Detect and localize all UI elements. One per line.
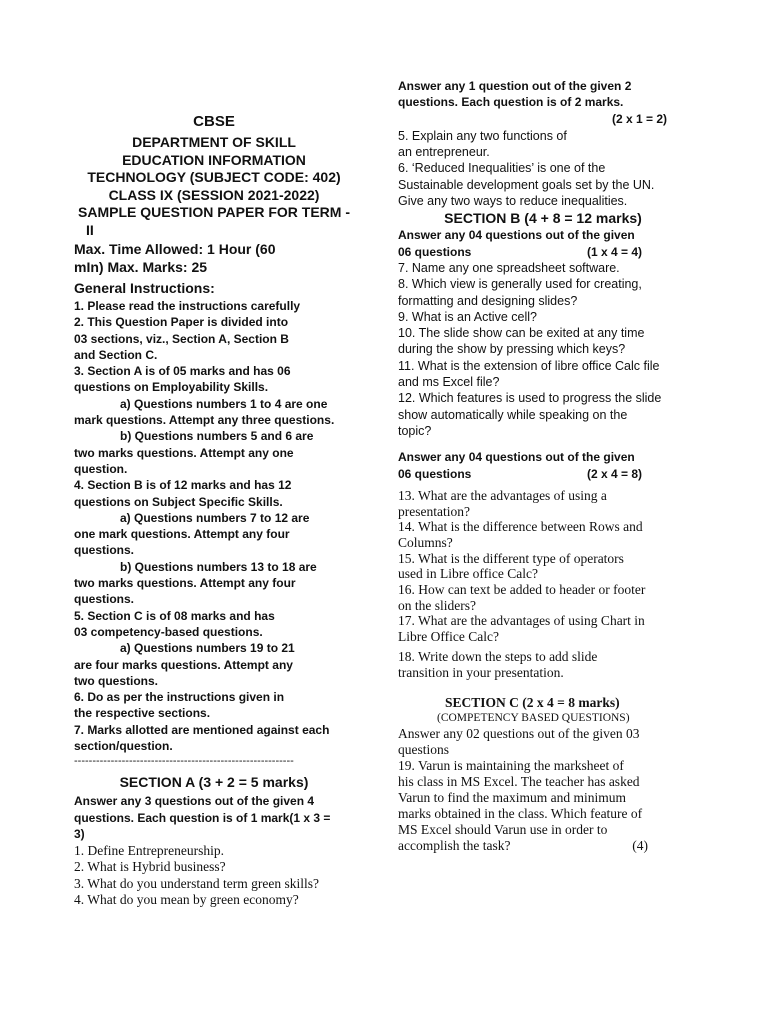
- section-a-questions: [74, 843, 354, 908]
- instruction-line: 03 sections, viz., Section A, Section B: [74, 331, 289, 346]
- section-a-part2-instructions: [398, 78, 688, 127]
- instruction-line: two questions.: [74, 673, 158, 688]
- instruction-text: 06 questions: [398, 244, 472, 259]
- instruction-line: [398, 466, 642, 482]
- question-line: [398, 838, 648, 854]
- instruction-line: questions on Subject Specific Skills.: [74, 494, 283, 509]
- dept-line: TECHNOLOGY (SUBJECT CODE: 402): [87, 169, 341, 185]
- section-b-instructions-2: [398, 449, 688, 482]
- question-line: 5. Explain any two functions of: [398, 128, 567, 143]
- right-column: [398, 0, 688, 854]
- question-19: [398, 758, 688, 854]
- section-c-subtitle: (COMPETENCY BASED QUESTIONS): [437, 711, 630, 724]
- instruction-line: questions. Each question is of 1 mark(1 x 3 =: [74, 810, 331, 825]
- question-line: 10. The slide show can be exited at any time: [398, 326, 645, 341]
- instruction-line: questions. Each question is of 2 marks.: [398, 95, 624, 110]
- question-line: 1. Define Entrepreneurship.: [74, 843, 224, 859]
- marks-label: (2 x 1 = 2): [612, 111, 668, 126]
- question-line: MS Excel should Varun use in order to: [398, 821, 608, 837]
- instruction-line: b) Questions numbers 13 to 18 are: [120, 559, 317, 574]
- instruction-line: 3): [74, 826, 85, 841]
- question-18: [398, 649, 688, 682]
- question-text: accomplish the task?: [398, 837, 511, 853]
- question-line: show automatically while speaking on the: [398, 407, 628, 422]
- marks-label: (2 x 4 = 8): [586, 466, 642, 481]
- instructions-title: General Instructions:: [74, 280, 215, 296]
- instruction-line: and Section C.: [74, 347, 158, 362]
- instruction-line: 2. This Question Paper is divided into: [74, 315, 289, 330]
- question-line: transition in your presentation.: [398, 665, 564, 681]
- instruction-line: 03 competency-based questions.: [74, 624, 263, 639]
- question-line: 9. What is an Active cell?: [398, 309, 537, 324]
- max-time-line: Max. Time Allowed: 1 Hour (60: [74, 241, 276, 257]
- question-line: used in Libre office Calc?: [398, 566, 538, 582]
- section-c-instructions: [398, 726, 688, 758]
- question-line: Libre Office Calc?: [398, 629, 499, 645]
- instruction-line: Answer any 3 questions out of the given 4: [74, 794, 315, 809]
- question-line: his class in MS Excel. The teacher has asked: [398, 773, 640, 789]
- instruction-line: 4. Section B is of 12 marks and has 12: [74, 478, 292, 493]
- instructions-list: [74, 298, 354, 754]
- question-line: 15. What is the different type of operators: [398, 550, 624, 566]
- instruction-line: question.: [74, 461, 128, 476]
- question-line: 4. What do you mean by green economy?: [74, 891, 299, 907]
- dept-line: DEPARTMENT OF SKILL: [132, 134, 296, 150]
- question-line: 11. What is the extension of libre office Calc file: [398, 358, 660, 373]
- instruction-line: questions.: [74, 543, 135, 558]
- section-c-title: SECTION C (2 x 4 = 8 marks): [445, 694, 620, 710]
- instruction-line: one mark questions. Attempt any four: [74, 527, 290, 542]
- instruction-line: [398, 244, 642, 260]
- instruction-line: questions.: [74, 592, 135, 607]
- question-line: during the show by pressing which keys?: [398, 342, 626, 357]
- question-line: presentation?: [398, 503, 470, 519]
- question-line: 19. Varun is maintaining the marksheet of: [398, 757, 624, 773]
- question-line: Give any two ways to reduce inequalities.: [398, 194, 628, 209]
- question-line: 16. How can text be added to header or footer: [398, 582, 646, 598]
- section-a-title: SECTION A (3 + 2 = 5 marks): [119, 774, 309, 791]
- instruction-line: b) Questions numbers 5 and 6 are: [120, 429, 314, 444]
- board-title: CBSE: [193, 113, 235, 130]
- instruction-line: Answer any 04 questions out of the given: [398, 450, 635, 465]
- question-line: Varun to find the maximum and minimum: [398, 789, 626, 805]
- instruction-line: 6. Do as per the instructions given in: [74, 690, 285, 705]
- question-line: 14. What is the difference between Rows and: [398, 519, 643, 535]
- question-line: on the sliders?: [398, 597, 476, 613]
- question-line: 6. ‘Reduced Inequalities’ is one of the: [398, 161, 606, 176]
- dept-line: EDUCATION INFORMATION: [122, 151, 306, 168]
- department-heading: [74, 134, 354, 239]
- question-line: Sustainable development goals set by the UN.: [398, 177, 655, 192]
- question-line: marks obtained in the class. Which feature of: [398, 805, 643, 821]
- question-line: 13. What are the advantages of using a: [398, 487, 607, 503]
- max-marks-line: mIn) Max. Marks: 25: [74, 258, 208, 275]
- instruction-line: 5. Section C is of 08 marks and has: [74, 608, 275, 623]
- question-line: 12. Which features is used to progress the slide: [398, 391, 662, 406]
- question-line: 8. Which view is generally used for creating,: [398, 277, 642, 292]
- instruction-line: the respective sections.: [74, 706, 211, 721]
- question-line: Columns?: [398, 534, 453, 550]
- instruction-line: two marks questions. Attempt any four: [74, 576, 296, 591]
- marks-label: (1 x 4 = 4): [586, 244, 642, 259]
- dept-line: CLASS IX (SESSION 2021-2022): [108, 186, 320, 203]
- instruction-line: 3. Section A is of 05 marks and has 06: [74, 364, 291, 379]
- question-line: 17. What are the advantages of using Chart in: [398, 613, 645, 629]
- instruction-line: are four marks questions. Attempt any: [74, 657, 293, 672]
- dept-line: SAMPLE QUESTION PAPER FOR TERM -: [78, 204, 350, 220]
- question-line: and ms Excel file?: [398, 375, 500, 390]
- section-b-instructions-1: [398, 227, 688, 260]
- section-b-title: SECTION B (4 + 8 = 12 marks): [444, 210, 642, 227]
- section-b-questions-2: [398, 488, 688, 645]
- divider-line: ------------------------------------------------------------: [74, 755, 294, 768]
- question-line: an entrepreneur.: [398, 145, 490, 160]
- instruction-line: Answer any 1 question out of the given 2: [398, 79, 632, 93]
- instruction-line: Answer any 04 questions out of the given: [398, 228, 635, 243]
- instruction-line: 7. Marks allotted are mentioned against each: [74, 722, 330, 737]
- instruction-line: questions on Employability Skills.: [74, 380, 269, 395]
- instruction-line: section/question.: [74, 739, 173, 754]
- question-line: 7. Name any one spreadsheet software.: [398, 260, 620, 275]
- instruction-line: a) Questions numbers 1 to 4 are one: [120, 396, 328, 411]
- instruction-line: two marks questions. Attempt any one: [74, 445, 294, 460]
- marks-label: (4): [632, 837, 648, 853]
- dept-line: II: [86, 221, 94, 238]
- section-a-part2-questions: [398, 128, 688, 209]
- instruction-line: mark questions. Attempt any three questions.: [74, 413, 335, 428]
- question-line: 18. Write down the steps to add slide: [398, 648, 598, 664]
- question-line: topic?: [398, 423, 432, 438]
- section-a-instructions: [74, 793, 354, 842]
- instruction-line: 1. Please read the instructions carefully: [74, 299, 301, 313]
- instruction-line: a) Questions numbers 19 to 21: [120, 641, 295, 656]
- left-column: [74, 0, 354, 908]
- section-b-questions-1: [398, 260, 688, 439]
- instruction-text: 06 questions: [398, 466, 472, 481]
- instruction-line: Answer any 02 questions out of the given 03: [398, 725, 640, 741]
- instruction-line: questions: [398, 741, 450, 757]
- instruction-line: a) Questions numbers 7 to 12 are: [120, 510, 310, 525]
- max-time-marks: [74, 241, 354, 276]
- question-line: formatting and designing slides?: [398, 293, 578, 308]
- question-line: 3. What do you understand term green skills?: [74, 875, 319, 891]
- question-line: 2. What is Hybrid business?: [74, 859, 226, 875]
